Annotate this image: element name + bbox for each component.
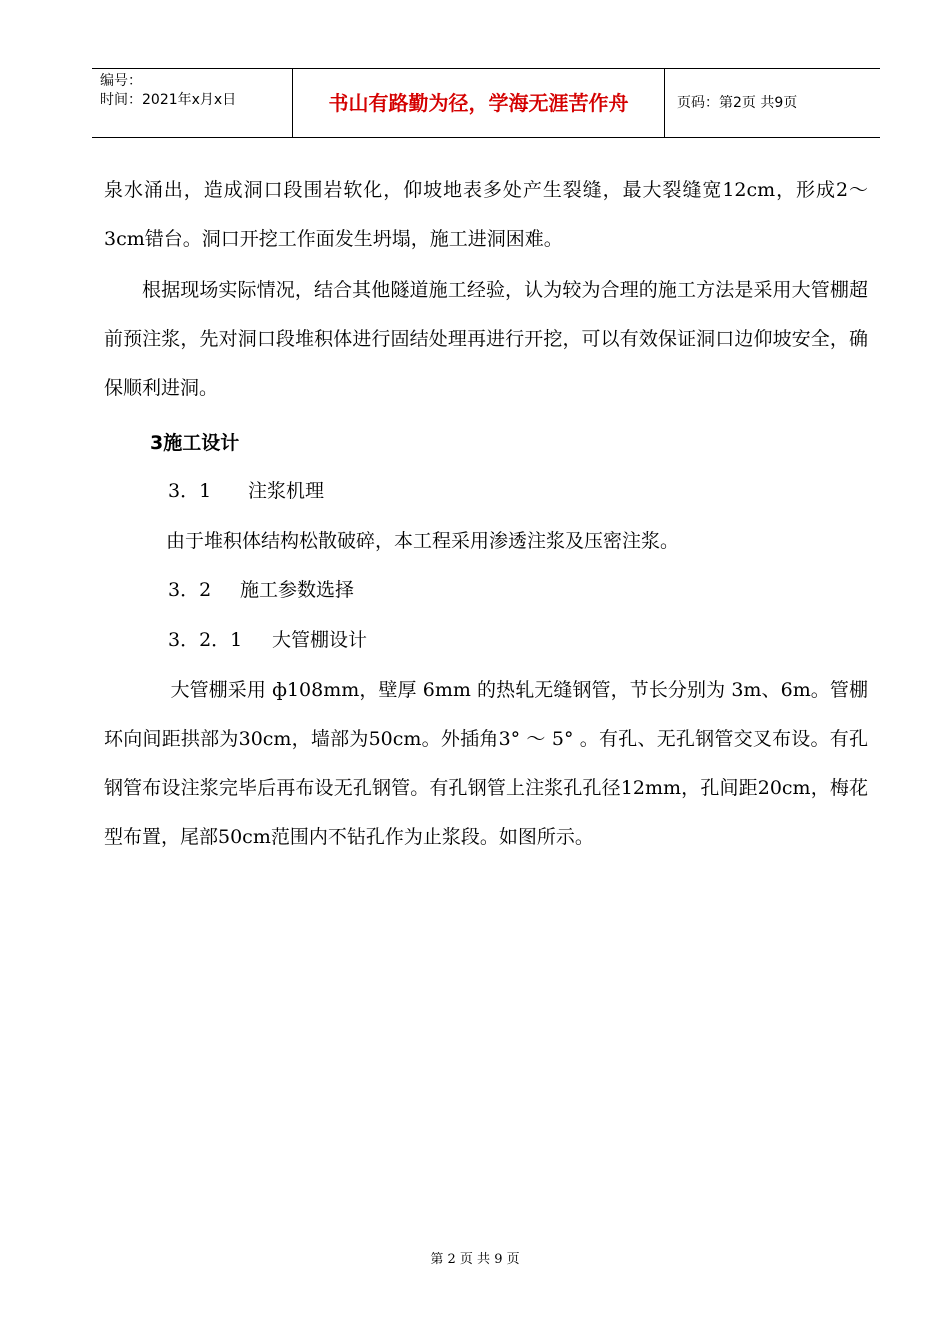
- subsection-3-2-1-number: 3．2．1: [168, 629, 243, 651]
- page-footer: 第 2 页 共 9 页: [430, 1252, 520, 1267]
- page-header: [92, 68, 880, 138]
- header-page-code: 页码：第2页 共9页: [677, 95, 798, 111]
- document-number-label: 编号：: [100, 73, 142, 89]
- paragraph-2: 根据现场实际情况，结合其他隧道施工经验，认为较为合理的施工方法是采用大管棚超前预注浆，先对洞口段堆积体进行固结处理再进行开挖，可以有效保证洞口边仰坡安全，确保顺利进洞。: [104, 279, 868, 399]
- subsection-3-1-title: 注浆机理: [248, 480, 325, 502]
- document-time-label: 时间：2021年x月x日: [100, 92, 237, 108]
- paragraph-4: 大管棚采用 ф108mm，壁厚 6mm 的热轧无缝钢管，节长分别为 3m、6m。管棚环向间距拱部为30cm，墙部为50cm。外插角3° ～ 5° 。有孔、无孔钢管交叉布设。有孔钢管布设注浆完毕后再布设无孔钢管。有孔钢管上注浆孔孔径12mm，孔间距20cm，梅花型布置，尾部50cm范围内不钻孔作为止浆段。如图所示。: [104, 679, 868, 848]
- subsection-3-2-title: 施工参数选择: [240, 579, 355, 601]
- subsection-3-1-number: 3．1: [168, 480, 212, 502]
- paragraph-3: 由于堆积体结构松散破碎，本工程采用渗透注浆及压密注浆。: [166, 530, 680, 552]
- header-motto: 书山有路勤为径，学海无涯苦作舟: [293, 69, 665, 137]
- subsection-3-2-1-title: 大管棚设计: [272, 629, 368, 651]
- subsection-3-2-number: 3．2: [168, 579, 212, 601]
- paragraph-1: 泉水涌出，造成洞口段围岩软化，仰坡地表多处产生裂缝，最大裂缝宽12cm，形成2～3cm错台。洞口开挖工作面发生坍塌，施工进洞困难。: [104, 179, 868, 250]
- header-meta: [92, 69, 293, 137]
- section-heading-3: 3施工设计: [150, 432, 240, 454]
